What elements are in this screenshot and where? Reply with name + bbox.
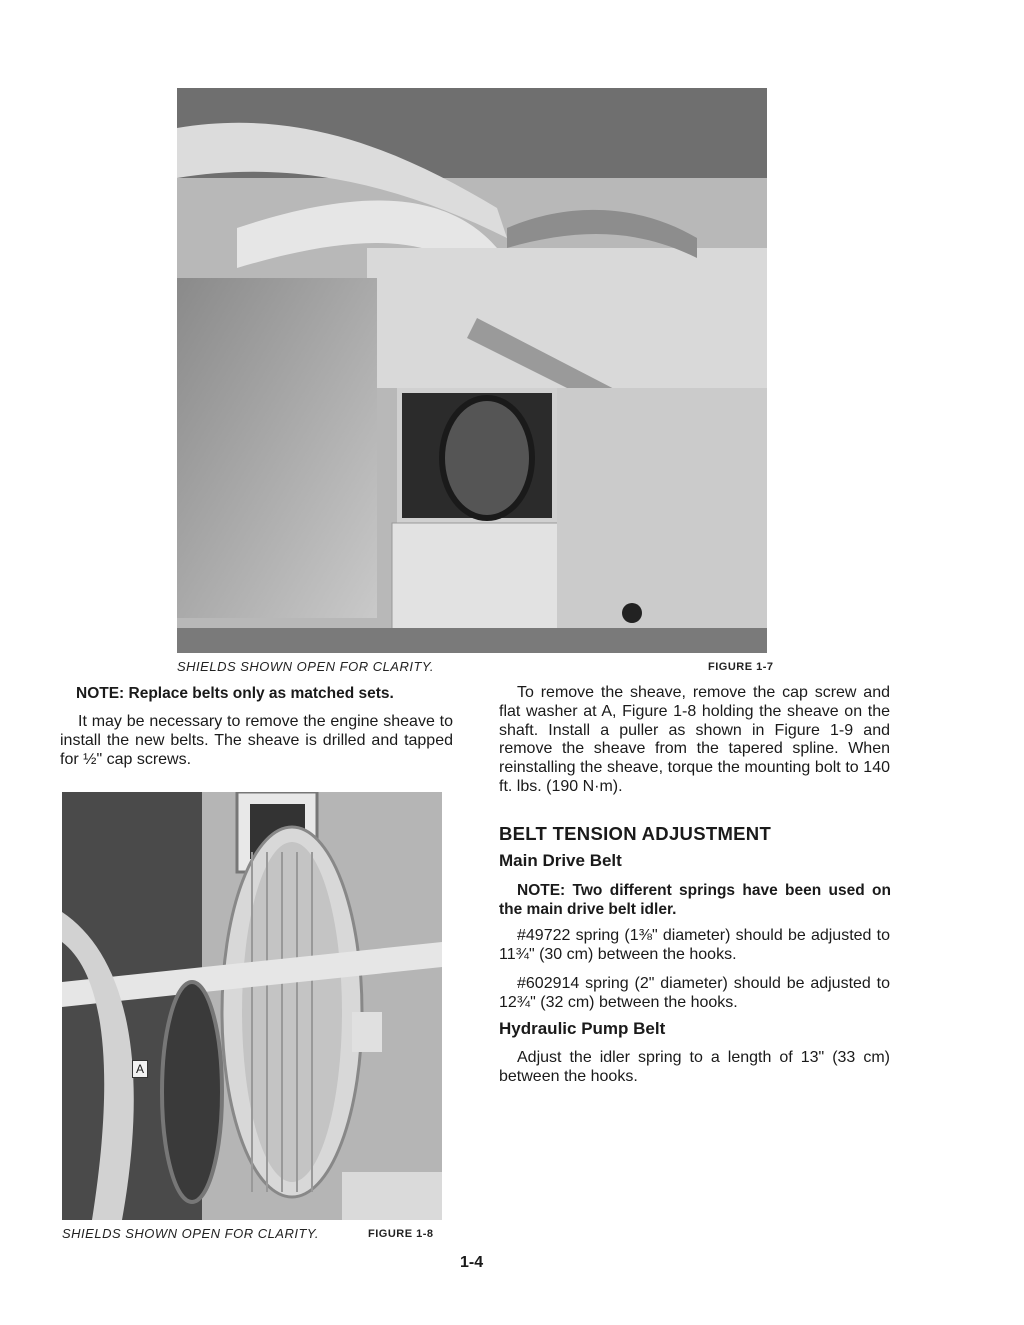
main-drive-belt-subheading: Main Drive Belt bbox=[499, 851, 622, 870]
callout-a: A bbox=[132, 1060, 148, 1078]
page-number: 1-4 bbox=[460, 1254, 484, 1271]
figure-1-8-photo bbox=[62, 792, 442, 1220]
figure-1-7-photo bbox=[177, 88, 767, 653]
spring-49722-text: #49722 spring (1⅜" diameter) should be adjusted to 11¾" (30 cm) between the hooks. bbox=[499, 927, 890, 963]
sheave-removal-text: It may be necessary to remove the engine sheave to install the new belts. The sheave is drilled and tapped for ½" cap screws. bbox=[60, 713, 453, 768]
spring-note bbox=[499, 881, 891, 919]
figure-1-8-label: FIGURE 1-8 bbox=[368, 1228, 434, 1240]
sheave-removal-instructions-text: To remove the sheave, remove the cap screw and flat washer at A, Figure 1-8 holding the sheave on the shaft. Install a puller as shown in Figure 1-9 and remove the sheave from the tapered spline. When reinstalling the sheave, torque the mounting bolt to 140 ft. lbs. (190 N·m). bbox=[499, 684, 890, 795]
sheave-removal-paragraph bbox=[60, 713, 453, 769]
figure-1-8-caption: SHIELDS SHOWN OPEN FOR CLARITY. bbox=[62, 1226, 320, 1241]
spring-602914-paragraph bbox=[499, 975, 890, 1013]
figure-1-7-caption: SHIELDS SHOWN OPEN FOR CLARITY. bbox=[177, 659, 435, 674]
belt-replacement-note: NOTE: Replace belts only as matched sets. bbox=[76, 685, 394, 702]
belt-tension-heading: BELT TENSION ADJUSTMENT bbox=[499, 823, 772, 844]
sheave-belt-illustration bbox=[62, 792, 442, 1220]
spring-note-text: NOTE: Two different springs have been used on the main drive belt idler. bbox=[499, 882, 891, 918]
pump-belt-paragraph bbox=[499, 1049, 890, 1087]
spring-49722-paragraph bbox=[499, 927, 890, 965]
sheave-removal-instructions bbox=[499, 684, 890, 797]
figure-1-7-label: FIGURE 1-7 bbox=[708, 661, 774, 673]
hydraulic-pump-belt-subheading: Hydraulic Pump Belt bbox=[499, 1019, 666, 1038]
engine-compartment-illustration bbox=[177, 88, 767, 653]
spring-602914-text: #602914 spring (2" diameter) should be adjusted to 12¾" (32 cm) between the hooks. bbox=[499, 975, 890, 1011]
pump-belt-text: Adjust the idler spring to a length of 13" (33 cm) between the hooks. bbox=[499, 1049, 890, 1085]
